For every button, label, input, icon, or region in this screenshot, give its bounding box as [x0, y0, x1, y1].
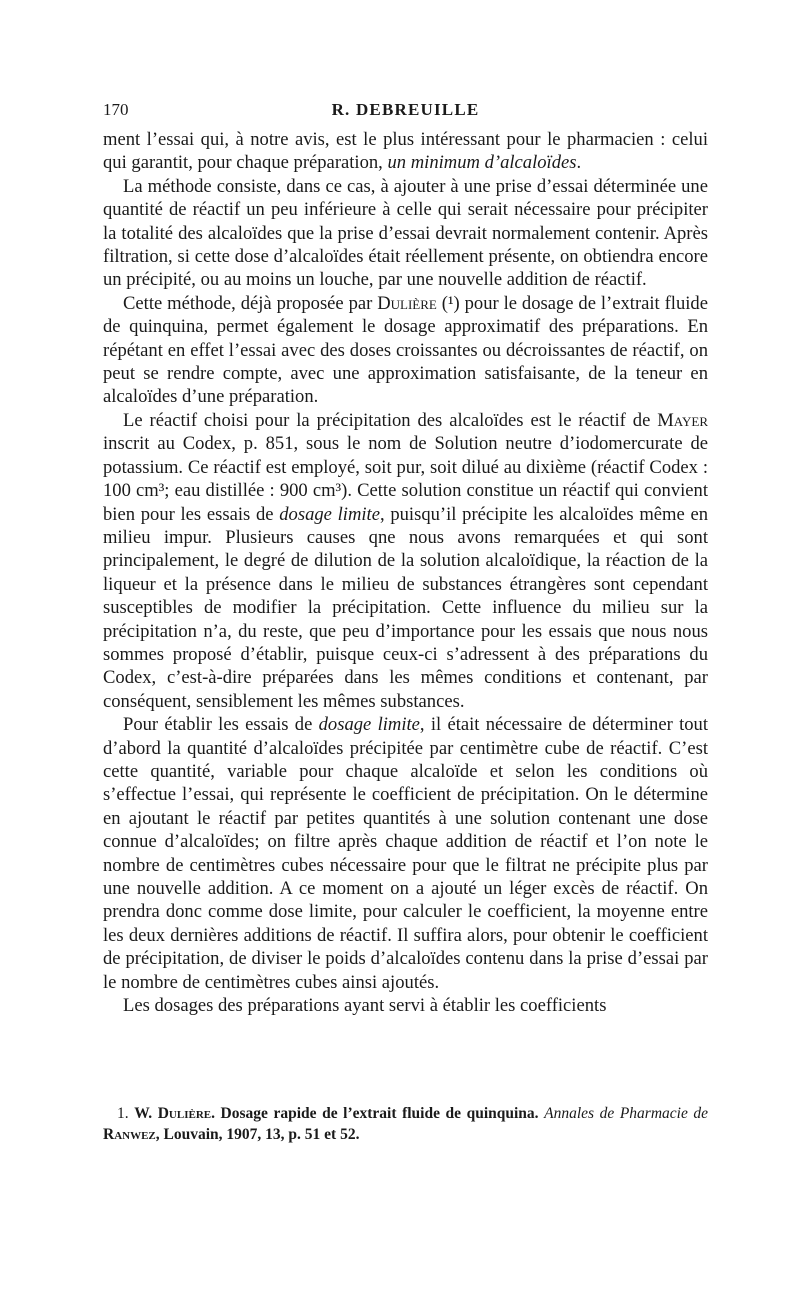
emphasis-dosage-limite: dosage limite: [279, 503, 380, 525]
emphasis-dosage-limite-2: dosage limite: [318, 714, 420, 736]
footnote-author: Dulière: [157, 1105, 212, 1122]
paragraph-4-text-a: Le réactif choisi pour la précipitation des alcaloïdes est le réactif de: [123, 409, 658, 431]
footnote-initial: W.: [134, 1105, 158, 1122]
page-number: 170: [103, 100, 129, 119]
footnote-journal: Annales de Pharmacie de: [544, 1105, 709, 1122]
paragraph-5-text-a: Pour établir les essais de: [123, 714, 319, 736]
footnote: [103, 1103, 708, 1145]
author-name-duliere: Dulière: [377, 292, 437, 314]
running-head: [103, 100, 708, 124]
paragraph-1: [103, 128, 708, 175]
paragraph-5: [103, 713, 708, 994]
header-author: R. DEBREUILLE: [331, 100, 480, 119]
footnote-title: . Dosage rapide de l’extrait fluide de quinquina.: [211, 1105, 545, 1122]
footnote-place: , Louvain, 1907,: [155, 1126, 266, 1143]
paragraph-1-text: ment l’essai qui, à notre avis, est le plus intéressant pour le pharmacien : celui qui garantit, pour chaque préparation,: [103, 129, 708, 174]
paragraph-1-end: .: [576, 152, 582, 174]
paragraph-3: [103, 292, 708, 409]
paragraph-6: Les dosages des préparations ayant servi à établir les coefficients: [123, 995, 607, 1017]
footnote-number: 1.: [117, 1105, 135, 1122]
footnote-volume: 13: [265, 1126, 281, 1143]
paragraph-5-text-b: , il était nécessaire de déterminer tout d’abord la quantité d’alcaloïdes précipitée par centimètre cube de réactif. C’est cette quantité, variable pour chaque alcaloïde et selon les conditions où s’effectue l’essai, qui représente le coefficient de précipitation. On le détermine en ajoutant le réactif par petites quantités à une solution contenant une dose connue d’alcaloïdes; on filtre après chaque addition de réactif et l’on note le nombre de centimètres cubes nécessaire pour que le filtrat ne précipite plus par une nouvelle addition. A ce moment on a ajouté un léger excès de réactif. On prendra donc comme dose limite, pour calculer le coefficient, la moyenne entre les deux dernières additions de réactif. Il suffira alors, pour obtenir le coefficient de précipitation, de diviser le poids d’alcaloïdes contenu dans la prise d’essai par le nombre de centimètres cubes ainsi ajoutés.: [103, 714, 708, 993]
paragraph-4-text-b: inscrit au Codex, p. 851, sous le nom de Solution neutre d’iodomercurate de potassium. Ce réactif est employé, soit pur, soit dilué au dixième (réactif Codex : 100 cm³; eau distillée : 900 cm³). Cette solution constitue un réactif qui convient bien pour les essais de: [103, 433, 708, 525]
author-name-mayer: Mayer: [657, 409, 708, 431]
paragraph-4: [103, 409, 708, 713]
paragraph-4-text-c: , puisqu’il précipite les alcaloïdes même en milieu impur. Plusieurs causes qne nous avons remarquées et qui sont principalement, le degré de dilution de la solution alcaloïdique, la réaction de la liqueur et la présence dans le milieu de substances étrangères sont cependant susceptibles de modifier la précipitation. Cette influence du milieu sur la précipitation n’a, du reste, que peu d’importance pour les essais que nous nous sommes proposé d’établir, puisque ceux-ci s’adressent à des préparations du Codex, c’est-à-dire préparées dans les mêmes conditions et contenant, par conséquent, sensiblement les mêmes substances.: [103, 503, 709, 712]
body-text: [103, 128, 708, 1017]
paragraph-2: La méthode consiste, dans ce cas, à ajouter à une prise d’essai déterminée une quantité de réactif un peu inférieure à celle qui serait nécessaire pour précipiter la totalité des alcaloïdes que la prise d’essai devrait normalement contenir. Après filtration, si cette dose d’alcaloïdes était réellement présente, on obtiendra encore un précipité, ou au moins un louche, par une nouvelle addition de réactif.: [103, 175, 708, 291]
paragraph-3-text-a: Cette méthode, déjà proposée par: [123, 292, 378, 314]
footnote-publisher: Ranwez: [103, 1126, 156, 1143]
emphasis-minimum-alcaloides: un minimum d’alcaloïdes: [387, 152, 577, 174]
paragraph-3-text-b: (¹) pour le dosage de l’extrait fluide de quinquina, permet également le dosage approximatif des préparations. En répétant en effet l’essai avec des doses croissantes ou décroissantes de réactif, on peut se rendre compte, avec une approximation satisfaisante, de la teneur en alcaloïdes d’une préparation.: [103, 292, 708, 408]
footnote-pages: , p. 51 et 52.: [280, 1126, 360, 1143]
